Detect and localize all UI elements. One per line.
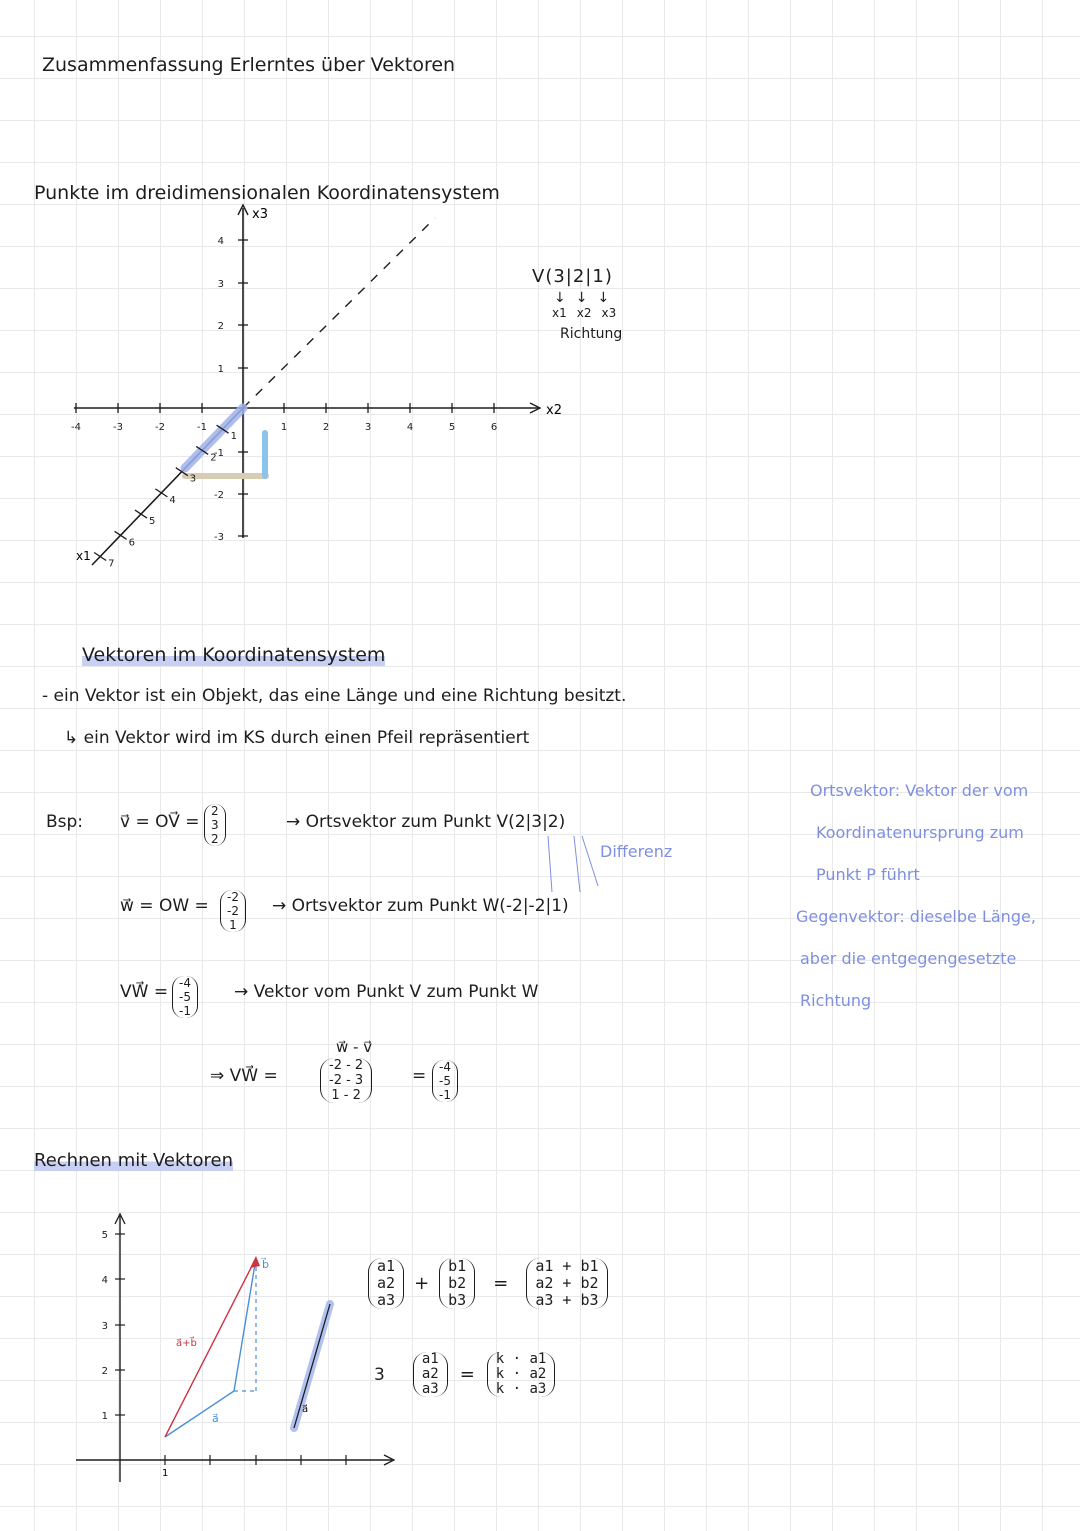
x3-tick-label: 3	[217, 279, 224, 290]
definition-line-2: ↳ ein Vektor wird im KS durch einen Pfeil repräsentiert	[64, 728, 530, 748]
plot-y-tick-label: 5	[101, 1230, 108, 1241]
add-equals: =	[493, 1273, 509, 1294]
add-a-1: a1	[377, 1257, 396, 1275]
x3-tick-label: -2	[214, 490, 224, 501]
x2-tick-label: 2	[322, 422, 330, 433]
x1-tick-label: 7	[108, 558, 115, 570]
mul-res-1: k · a1	[495, 1351, 547, 1367]
w-vector-3: 1	[229, 918, 237, 932]
vector-b	[234, 1258, 256, 1391]
scalar-value: 3	[374, 1364, 385, 1385]
scalar-formula	[374, 1352, 555, 1397]
add-vector-b	[439, 1258, 475, 1309]
x2-tick-label: 6	[490, 422, 498, 433]
add-b-3: b3	[448, 1291, 467, 1309]
calc-vector-2: -2 - 3	[329, 1073, 364, 1088]
w-equation: w⃗ = OW =	[120, 896, 209, 916]
side-note-1-line-3: Punkt P führt	[816, 865, 920, 884]
w-description: → Ortsvektor zum Punkt W(-2|-2|1)	[272, 896, 569, 916]
plot-y-tick-label: 4	[101, 1275, 108, 1286]
plot-x-tick-label: 1	[162, 1468, 169, 1479]
section2-heading: Vektoren im Koordinatensystem	[82, 644, 386, 666]
x3-tick-label: 1	[217, 364, 224, 375]
mul-res-3: k · a3	[495, 1381, 547, 1397]
x1-tick	[94, 553, 106, 561]
mul-a-1: a1	[421, 1351, 439, 1367]
add-b-2: b2	[448, 1274, 467, 1292]
coord-name-x3: x3	[601, 306, 617, 320]
mul-equals: =	[459, 1364, 475, 1385]
x1-tick	[115, 531, 127, 539]
add-res-1: a1 + b1	[535, 1257, 599, 1275]
coord-name-x1: x1	[552, 306, 567, 320]
side-note-gegenvektor	[796, 896, 1036, 1022]
add-plus: +	[414, 1273, 430, 1294]
section1-heading: Punkte im dreidimensionalen Koordinatensystem	[34, 182, 500, 204]
definition-line: - ein Vektor ist ein Objekt, das eine Länge und eine Richtung besitzt.	[42, 686, 627, 706]
x2-tick-label: 4	[406, 422, 414, 433]
add-a-2: a2	[377, 1274, 396, 1292]
addition-formula	[368, 1258, 608, 1309]
vw-vector-2: -5	[179, 990, 191, 1004]
point-label: V(3|2|1)	[532, 266, 613, 287]
calc-equals: =	[412, 1066, 427, 1086]
v-vector-3: 2	[211, 832, 219, 846]
plot-y-tick-label: 1	[101, 1411, 108, 1422]
side-note-ortsvektor	[810, 770, 1028, 896]
x1-tick	[135, 510, 147, 518]
x2-tick-label: 1	[280, 422, 288, 433]
calc-result	[432, 1060, 458, 1102]
vw-vector-1: -4	[179, 976, 191, 990]
x1-tick-label: 6	[128, 537, 135, 549]
x1-tick-label: 5	[148, 516, 156, 528]
vw-description: → Vektor vom Punkt V zum Punkt W	[234, 982, 539, 1002]
x3-axis-label: x3	[252, 207, 268, 222]
x2-tick-label: 3	[364, 422, 372, 433]
v-vector	[204, 804, 226, 846]
vector-a	[165, 1391, 234, 1437]
add-result	[526, 1258, 607, 1309]
side-note-2-line-3: Richtung	[800, 991, 872, 1010]
x1-tick-label: 1	[230, 431, 237, 443]
label-b: b⃗	[262, 1258, 269, 1271]
vw-vector	[172, 976, 198, 1018]
x1-tick-label: 3	[189, 473, 197, 485]
mul-result	[487, 1352, 556, 1397]
v-description: → Ortsvektor zum Punkt V(2|3|2)	[286, 812, 566, 832]
calc-result-2: -5	[439, 1074, 451, 1088]
add-vector-a	[368, 1258, 404, 1309]
x1-tick-label: 2	[210, 452, 217, 464]
w-vector	[220, 890, 246, 932]
x2-tick-label: -3	[113, 422, 123, 433]
x3-tick-label: -3	[214, 532, 224, 543]
coord-caption: Richtung	[560, 326, 623, 342]
x2-tick-label: -4	[71, 422, 81, 433]
coord-arrows: ↓↓↓	[554, 290, 620, 306]
plot-y-tick-label: 3	[101, 1321, 108, 1332]
add-res-2: a2 + b2	[535, 1274, 599, 1292]
add-res-3: a3 + b3	[535, 1291, 599, 1309]
add-b-1: b1	[448, 1257, 467, 1275]
x1-tick-label: 4	[169, 494, 176, 506]
w-vector-1: -2	[227, 890, 239, 904]
calc-vector-1: -2 - 2	[329, 1058, 364, 1073]
x2-tick-label: 5	[448, 422, 456, 433]
x3-tick-label: 2	[217, 321, 224, 332]
section3-heading: Rechnen mit Vektoren	[34, 1150, 233, 1171]
v-vector-2: 3	[211, 818, 219, 832]
v-vector-1: 2	[211, 804, 219, 818]
side-note-2-line-1: Gegenvektor: dieselbe Länge,	[796, 907, 1036, 926]
x2-tick-label: -2	[155, 422, 165, 433]
page-title: Zusammenfassung Erlerntes über Vektoren	[42, 54, 456, 76]
differenz-label: Differenz	[600, 842, 673, 861]
mul-a-3: a3	[421, 1381, 439, 1397]
coord-names	[552, 306, 616, 320]
calc-prefix: ⇒ VW⃗ =	[210, 1066, 278, 1086]
coord-name-x2: x2	[576, 306, 592, 320]
point-annotation	[532, 266, 623, 342]
vw-vector-3: -1	[179, 1004, 191, 1018]
side-note-1-line-1: Ortsvektor: Vektor der vom	[810, 781, 1029, 800]
calc-vector	[320, 1058, 372, 1103]
x3-tick-label: -1	[214, 448, 224, 459]
label-a: a⃗	[212, 1412, 219, 1425]
add-a-3: a3	[377, 1291, 396, 1309]
calc-result-1: -4	[439, 1060, 451, 1074]
plot-y-tick-label: 2	[101, 1366, 108, 1377]
coordinate-system-3d	[0, 200, 640, 600]
x1-axis-label: x1	[76, 549, 91, 563]
mul-res-2: k · a2	[495, 1366, 547, 1382]
mul-a-2: a2	[421, 1366, 439, 1382]
w-vector-2: -2	[227, 904, 239, 918]
x3-tick-label: 4	[217, 236, 224, 247]
label-a2: a⃗	[302, 1404, 309, 1415]
side-note-1-line-2: Koordinatenursprung zum	[816, 823, 1024, 842]
example-label: Bsp:	[46, 812, 84, 832]
x2-tick-label: -1	[197, 422, 207, 433]
x2-axis-label: x2	[546, 403, 562, 418]
vector-a2	[294, 1304, 330, 1428]
label-sum: a⃗+b⃗	[176, 1338, 197, 1349]
calc-result-3: -1	[439, 1088, 451, 1102]
vw-equation: VW⃗ =	[120, 982, 169, 1002]
x1-tick	[155, 489, 167, 497]
vector-sum-arrowhead	[250, 1256, 260, 1268]
v-equation: v⃗ = OV⃗ =	[120, 812, 200, 832]
mul-vector-a	[413, 1352, 448, 1397]
calc-vector-3: 1 - 2	[331, 1088, 361, 1103]
side-note-2-line-2: aber die entgegengesetzte	[800, 949, 1017, 968]
calc-top: w⃗ - v⃗	[336, 1038, 373, 1056]
